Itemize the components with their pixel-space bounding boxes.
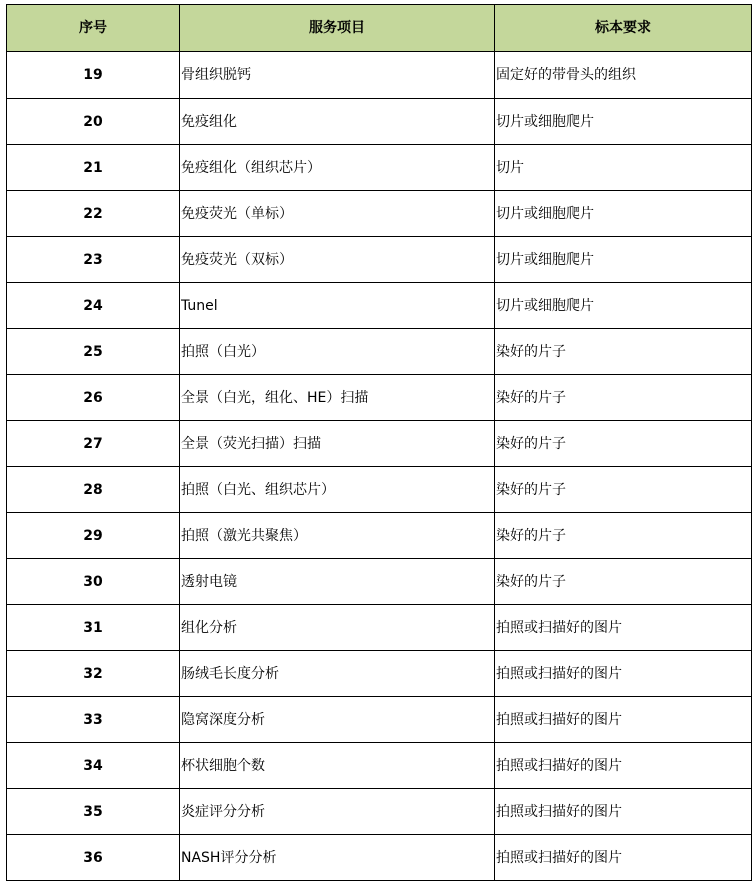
row-index: 26 — [7, 375, 180, 421]
row-index: 30 — [7, 559, 180, 605]
table-row — [7, 513, 752, 559]
row-service: 骨组织脱钙 — [180, 52, 495, 99]
row-sample-requirement: 切片或细胞爬片 — [495, 191, 752, 237]
table-row — [7, 697, 752, 743]
row-sample-requirement: 染好的片子 — [495, 329, 752, 375]
row-sample-requirement: 切片或细胞爬片 — [495, 237, 752, 283]
table-row — [7, 191, 752, 237]
row-sample-requirement: 拍照或扫描好的图片 — [495, 789, 752, 835]
row-index: 22 — [7, 191, 180, 237]
header-index: 序号 — [7, 5, 180, 52]
row-service: 炎症评分分析 — [180, 789, 495, 835]
row-sample-requirement: 染好的片子 — [495, 375, 752, 421]
row-service: NASH评分分析 — [180, 835, 495, 881]
row-index: 24 — [7, 283, 180, 329]
row-service: 拍照（激光共聚焦） — [180, 513, 495, 559]
table-row — [7, 375, 752, 421]
table-row — [7, 559, 752, 605]
row-service: 免疫组化 — [180, 99, 495, 145]
row-index: 20 — [7, 99, 180, 145]
header-sample-requirement: 标本要求 — [495, 5, 752, 52]
row-service: 免疫荧光（双标） — [180, 237, 495, 283]
row-index: 25 — [7, 329, 180, 375]
table-row — [7, 835, 752, 881]
table-row — [7, 237, 752, 283]
table-row — [7, 99, 752, 145]
row-sample-requirement: 拍照或扫描好的图片 — [495, 697, 752, 743]
row-index: 21 — [7, 145, 180, 191]
row-sample-requirement: 染好的片子 — [495, 513, 752, 559]
row-index: 36 — [7, 835, 180, 881]
table-row — [7, 789, 752, 835]
row-service: 全景（白光，组化、HE）扫描 — [180, 375, 495, 421]
row-service: 透射电镜 — [180, 559, 495, 605]
row-index: 32 — [7, 651, 180, 697]
row-index: 33 — [7, 697, 180, 743]
row-index: 19 — [7, 52, 180, 99]
row-service: 全景（荧光扫描）扫描 — [180, 421, 495, 467]
row-sample-requirement: 拍照或扫描好的图片 — [495, 651, 752, 697]
table-row — [7, 743, 752, 789]
row-index: 31 — [7, 605, 180, 651]
row-index: 29 — [7, 513, 180, 559]
row-index: 34 — [7, 743, 180, 789]
table-row — [7, 145, 752, 191]
row-sample-requirement: 拍照或扫描好的图片 — [495, 743, 752, 789]
header-row — [7, 5, 752, 52]
row-service: 拍照（白光、组织芯片） — [180, 467, 495, 513]
row-index: 23 — [7, 237, 180, 283]
row-index: 35 — [7, 789, 180, 835]
row-index: 27 — [7, 421, 180, 467]
row-sample-requirement: 拍照或扫描好的图片 — [495, 835, 752, 881]
row-service: 隐窝深度分析 — [180, 697, 495, 743]
table-row — [7, 605, 752, 651]
row-sample-requirement: 切片或细胞爬片 — [495, 283, 752, 329]
row-sample-requirement: 拍照或扫描好的图片 — [495, 605, 752, 651]
row-service: 杯状细胞个数 — [180, 743, 495, 789]
table-row — [7, 52, 752, 99]
table-row — [7, 329, 752, 375]
table-header — [7, 5, 752, 52]
row-service: Tunel — [180, 283, 495, 329]
row-service: 免疫组化（组织芯片） — [180, 145, 495, 191]
row-sample-requirement: 固定好的带骨头的组织 — [495, 52, 752, 99]
row-sample-requirement: 染好的片子 — [495, 421, 752, 467]
row-service: 免疫荧光（单标） — [180, 191, 495, 237]
row-service: 肠绒毛长度分析 — [180, 651, 495, 697]
table-row — [7, 421, 752, 467]
row-service: 拍照（白光） — [180, 329, 495, 375]
row-sample-requirement: 切片或细胞爬片 — [495, 99, 752, 145]
header-service: 服务项目 — [180, 5, 495, 52]
service-table — [6, 4, 752, 881]
row-sample-requirement: 切片 — [495, 145, 752, 191]
table-row — [7, 467, 752, 513]
table-row — [7, 283, 752, 329]
row-sample-requirement: 染好的片子 — [495, 559, 752, 605]
service-table-container — [6, 4, 751, 881]
table-row — [7, 651, 752, 697]
row-sample-requirement: 染好的片子 — [495, 467, 752, 513]
row-index: 28 — [7, 467, 180, 513]
table-body — [7, 52, 752, 881]
row-service: 组化分析 — [180, 605, 495, 651]
